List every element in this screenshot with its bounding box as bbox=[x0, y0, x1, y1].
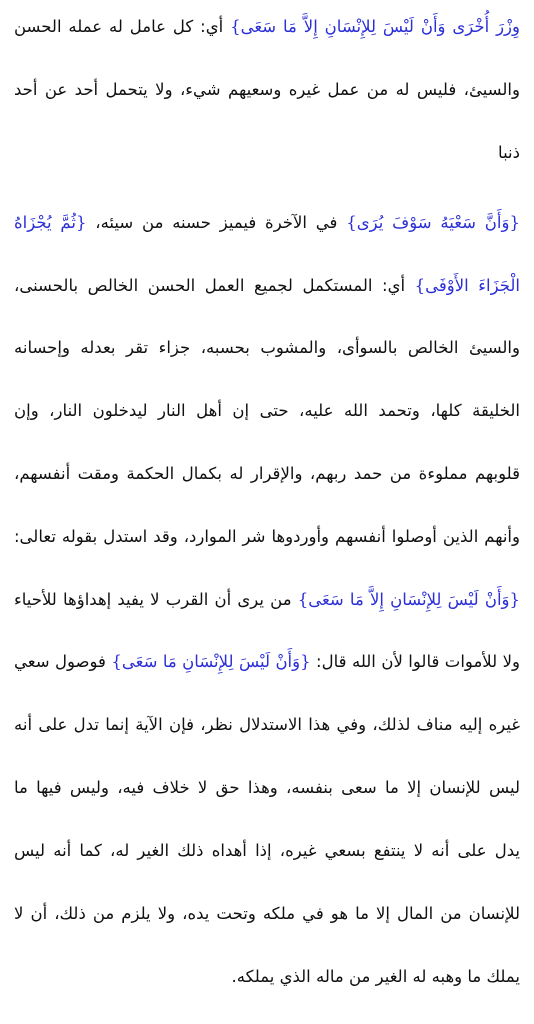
commentary-text: أي: المستكمل لجميع العمل الحسن الخالص بالحسنى، bbox=[14, 276, 415, 295]
quran-verse: {وَأَنْ لَيْسَ لِلإِنْسَانِ مَا سَعَى} bbox=[111, 652, 311, 671]
quran-verse: الْجَزَاءَ الأَوْفَى} bbox=[414, 276, 520, 295]
text-line-11 bbox=[14, 645, 520, 679]
commentary-text: ولا للأموات قالوا لأن الله قال: bbox=[310, 652, 520, 671]
text-line-12 bbox=[14, 708, 520, 742]
commentary-text: قلوبهم مملوءة من حمد ربهم، والإقرار له بكمال الحكمة ومقت أنفسهم، bbox=[14, 464, 520, 483]
text-line-14 bbox=[14, 834, 520, 868]
text-line-6 bbox=[14, 331, 520, 365]
quran-verse: {وَأَنَّ سَعْيَهُ سَوْفَ يُرَى} bbox=[346, 213, 520, 232]
commentary-text: ليس للإنسان إلا ما سعى بنفسه، وهذا حق لا خلاف فيه، وليس فيها ما bbox=[14, 778, 520, 797]
commentary-text: وأنهم الذين أوصلوا أنفسهم وأوردوها شر الموارد، وقد استدل بقوله تعالى: bbox=[14, 527, 520, 546]
commentary-text: فوصول سعي bbox=[14, 652, 112, 671]
commentary-text: للإنسان من المال إلا ما هو في ملكه وتحت يده، ولا يلزم من ذلك، أن لا bbox=[14, 904, 520, 923]
text-line-10 bbox=[14, 583, 520, 617]
text-line-15 bbox=[14, 897, 520, 931]
quran-verse: وِزْرَ أُخْرَى وَأَنْ لَيْسَ لِلإِنْسَانِ إِلاَّ مَا سَعَى} bbox=[230, 17, 520, 36]
text-line-13 bbox=[14, 771, 520, 805]
commentary-text: والسيئ الخالص بالسوأى، والمشوب بحسبه، جزاء تقر بعدله وإحسانه bbox=[14, 338, 520, 357]
commentary-text: أي: كل عامل له عمله الحسن bbox=[14, 17, 231, 36]
commentary-text: في الآخرة فيميز حسنه من سيئه، bbox=[86, 213, 347, 232]
quran-verse: {وَأَنْ لَيْسَ لِلإِنْسَانِ إِلاَّ مَا سَعَى} bbox=[297, 590, 520, 609]
commentary-text: يدل على أنه لا ينتفع بسعي غيره، إذا أهداه ذلك الغير له، كما أنه ليس bbox=[14, 841, 520, 860]
commentary-text: والسيئ، فليس له من عمل غيره وسعيهم شيء، ولا يتحمل أحد عن أحد bbox=[14, 80, 520, 99]
commentary-text: من يرى أن القرب لا يفيد إهداؤها للأحياء bbox=[14, 590, 298, 609]
text-line-2 bbox=[14, 73, 520, 107]
commentary-text: الخليقة كلها، وتحمد الله عليه، حتى إن أهل النار ليدخلون النار، وإن bbox=[14, 401, 520, 420]
text-line-1 bbox=[14, 10, 520, 44]
text-line-16 bbox=[14, 960, 520, 994]
quran-verse: {ثُمَّ يُجْزَاهُ bbox=[14, 213, 87, 232]
text-line-5 bbox=[14, 269, 520, 303]
commentary-text: يملك ما وهبه له الغير من ماله الذي يملكه. bbox=[231, 967, 520, 986]
text-line-3 bbox=[14, 136, 520, 170]
text-line-7 bbox=[14, 394, 520, 428]
commentary-text: ذنبا bbox=[498, 143, 520, 162]
text-line-4 bbox=[14, 206, 520, 240]
commentary-text: غيره إليه مناف لذلك، وفي هذا الاستدلال نظر، فإن الآية إنما تدل على أنه bbox=[14, 715, 520, 734]
text-line-9 bbox=[14, 520, 520, 554]
text-line-8 bbox=[14, 457, 520, 491]
